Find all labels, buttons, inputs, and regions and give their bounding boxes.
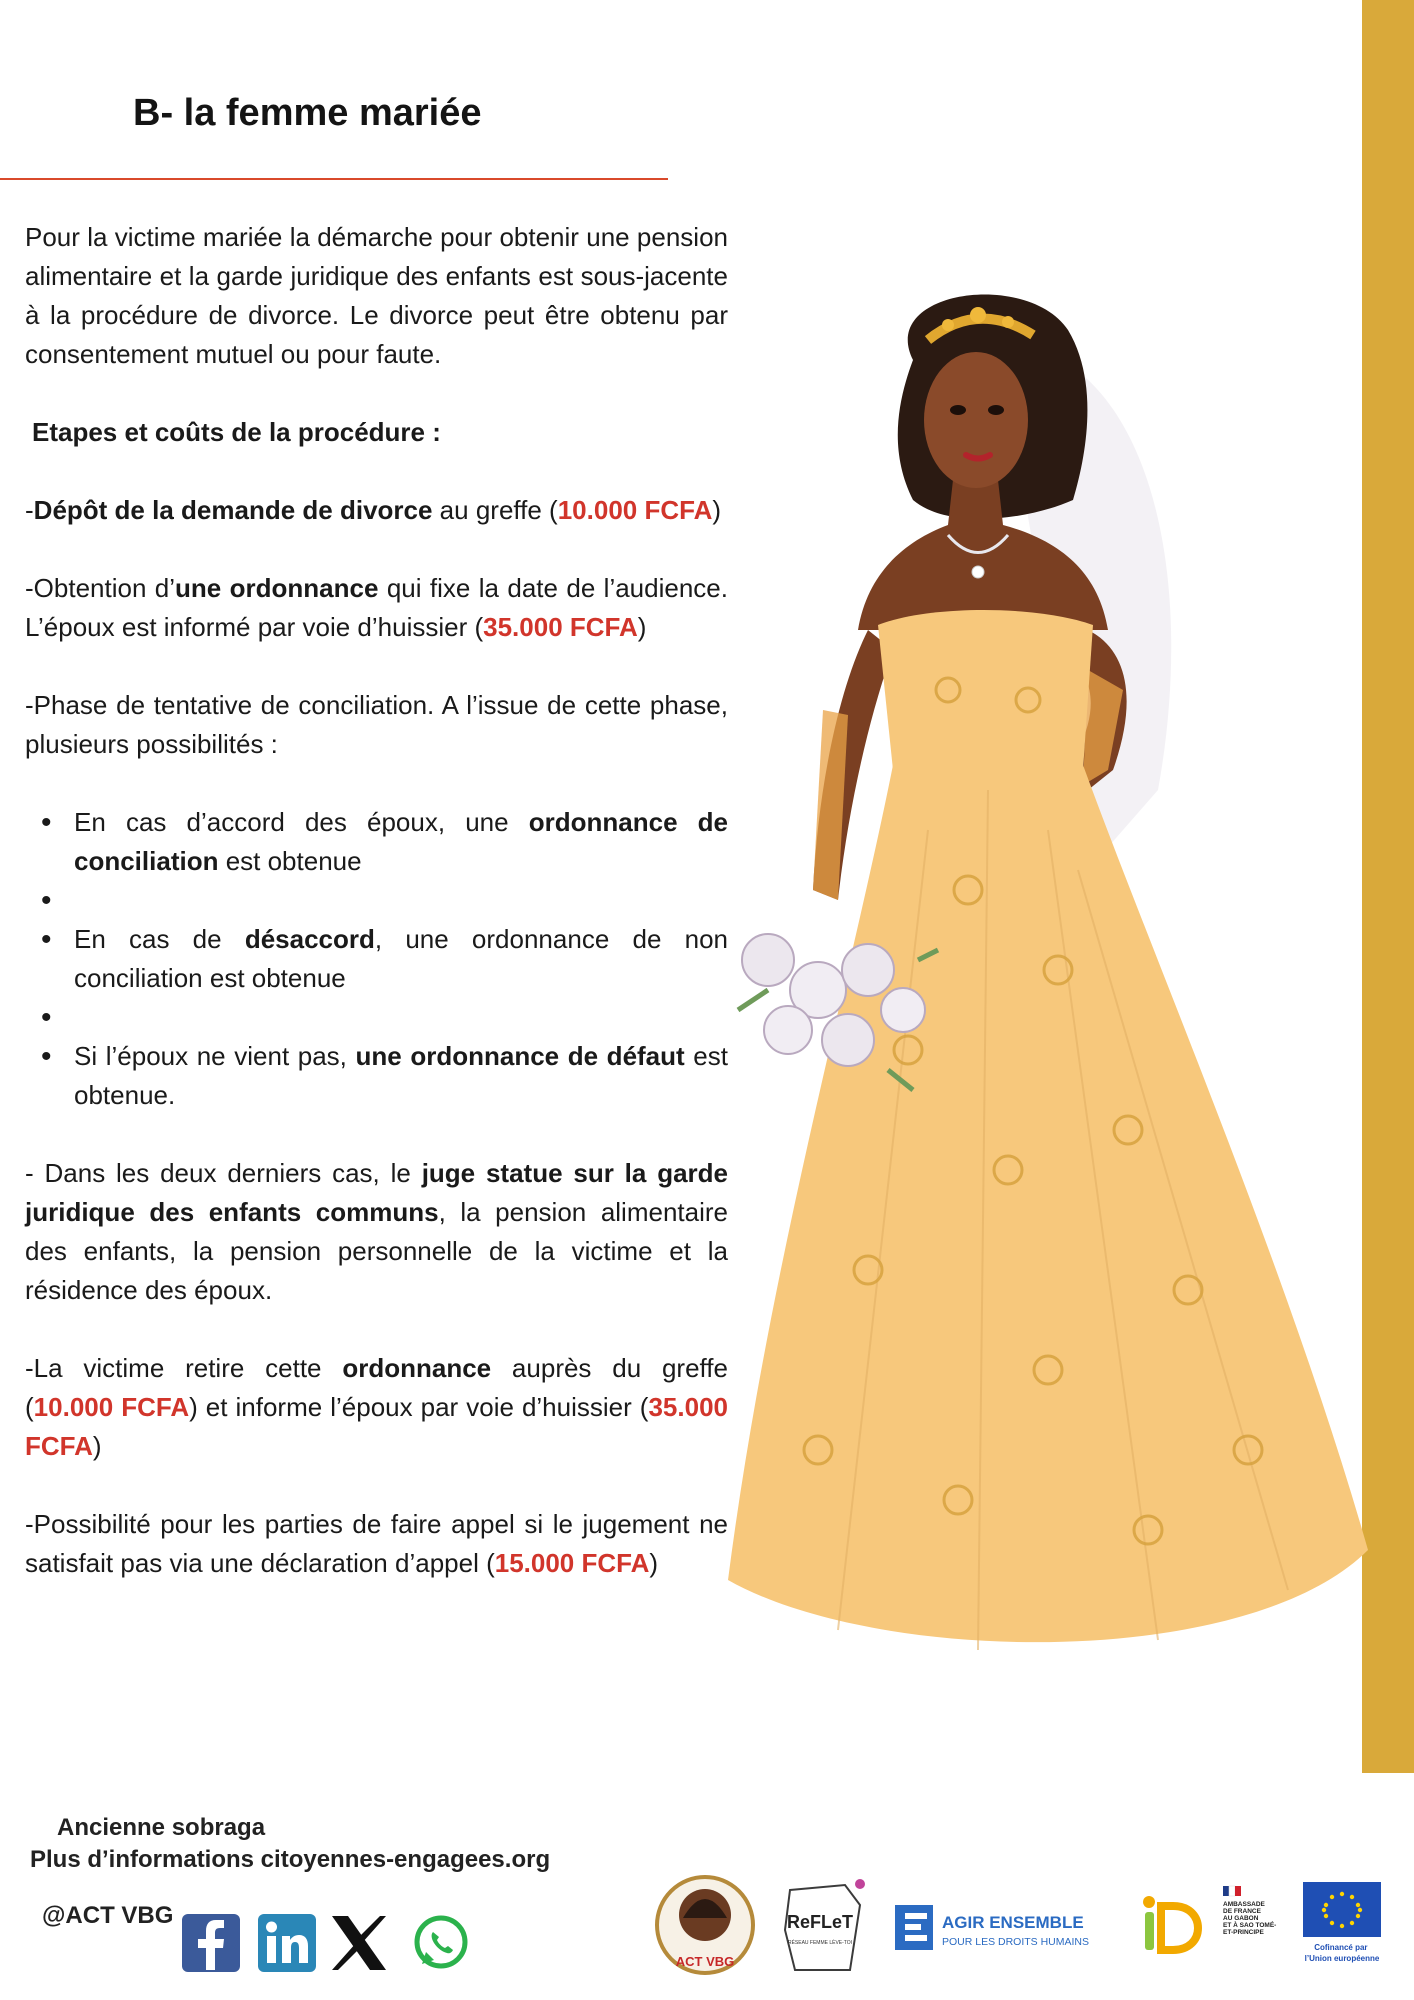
ambassade-france-logo: [1223, 1886, 1278, 1936]
facebook-icon[interactable]: [180, 1912, 242, 1974]
svg-text:AGIR ENSEMBLE: AGIR ENSEMBLE: [942, 1913, 1084, 1932]
intro-paragraph: Pour la victime mariée la démarche pour obtenir une pension alimentaire et la garde juridique des enfants est sous-jacente à la procédure de divorce. Le divorce peut être obtenu par consentement mutuel ou pour faute.: [25, 222, 728, 369]
svg-text:POUR LES DROITS HUMAINS: POUR LES DROITS HUMAINS: [942, 1936, 1090, 1948]
svg-text:RÉSEAU FEMME LÈVE-TOI: RÉSEAU FEMME LÈVE-TOI: [787, 1940, 853, 1946]
body-text: [25, 218, 728, 1583]
title-divider: [0, 178, 668, 180]
svg-text:Cofinancé par l’Union eu: Cofinancé par l’Union européenne: [1304, 1943, 1380, 1963]
step-judgement: - Dans les deux derniers cas, le juge statue sur la garde juridique des enfants communs, la pension alimentaire des enfants, la pension personnelle de la victime et la résidence des époux.: [25, 1158, 729, 1305]
list-item: • En cas d’accord des époux, une ordonnance de conciliation est obtenue: [25, 803, 728, 881]
conciliation-outcomes: [25, 803, 728, 1115]
reflet-logo: [785, 1879, 865, 1970]
act-vbg-logo: [657, 1877, 753, 1973]
page-title: B- la femme mariée: [133, 92, 482, 134]
svg-text:AMBASSADE DE FRANCE: AMBASSADE DE FRANCE AU GABON ET À SAO TOMÉ- ET-PRINCIPE: [1223, 1901, 1277, 1936]
step-withdraw: -La victime retire cette ordonnance auprès du greffe (10.000 FCFA) et informe l’époux par voie d’huissier (35.000 FCFA): [25, 1353, 728, 1461]
partner-logos: [655, 1870, 1395, 1990]
step-appeal: -Possibilité pour les parties de faire appel si le jugement ne satisfait pas via une déclaration d’appel (15.000 FCFA): [25, 1509, 728, 1578]
svg-text:ACT VBG: ACT VBG: [675, 1954, 735, 1969]
bride-illustration: [728, 270, 1368, 1665]
svg-text:ReFLeT: ReFLeT: [786, 1912, 854, 1932]
eu-flag-logo: [1303, 1882, 1381, 1963]
social-handle: @ACT VBG: [42, 1902, 174, 1929]
whatsapp-icon[interactable]: [410, 1912, 472, 1974]
footer-address: Ancienne sobraga: [57, 1814, 266, 1841]
x-icon[interactable]: [328, 1912, 390, 1974]
footer-contact: [30, 1812, 550, 1876]
step-ordonnance: -Obtention d’une ordonnance qui fixe la date de l’audience. L’époux est informé par voie d’huissier (35.000 FCFA): [25, 573, 728, 642]
step-deposit: -Dépôt de la demande de divorce au greffe (10.000 FCFA): [25, 495, 722, 525]
accent-side-bar: [1362, 0, 1414, 1773]
list-item: • En cas de désaccord, une ordonnance de non conciliation est obtenue: [25, 920, 728, 998]
list-item: • Si l’époux ne vient pas, une ordonnance de défaut est obtenue.: [25, 1037, 728, 1115]
id-logo: [1143, 1896, 1198, 1950]
steps-title: Etapes et coûts de la procédure :: [32, 417, 441, 447]
agir-ensemble-logo: [895, 1905, 1089, 1950]
step-conciliation: -Phase de tentative de conciliation. A l’issue de cette phase, plusieurs possibilités :: [25, 690, 728, 759]
linkedin-icon[interactable]: [256, 1912, 318, 1974]
footer-website: Plus d’informations citoyennes-engagees.org: [30, 1846, 551, 1873]
